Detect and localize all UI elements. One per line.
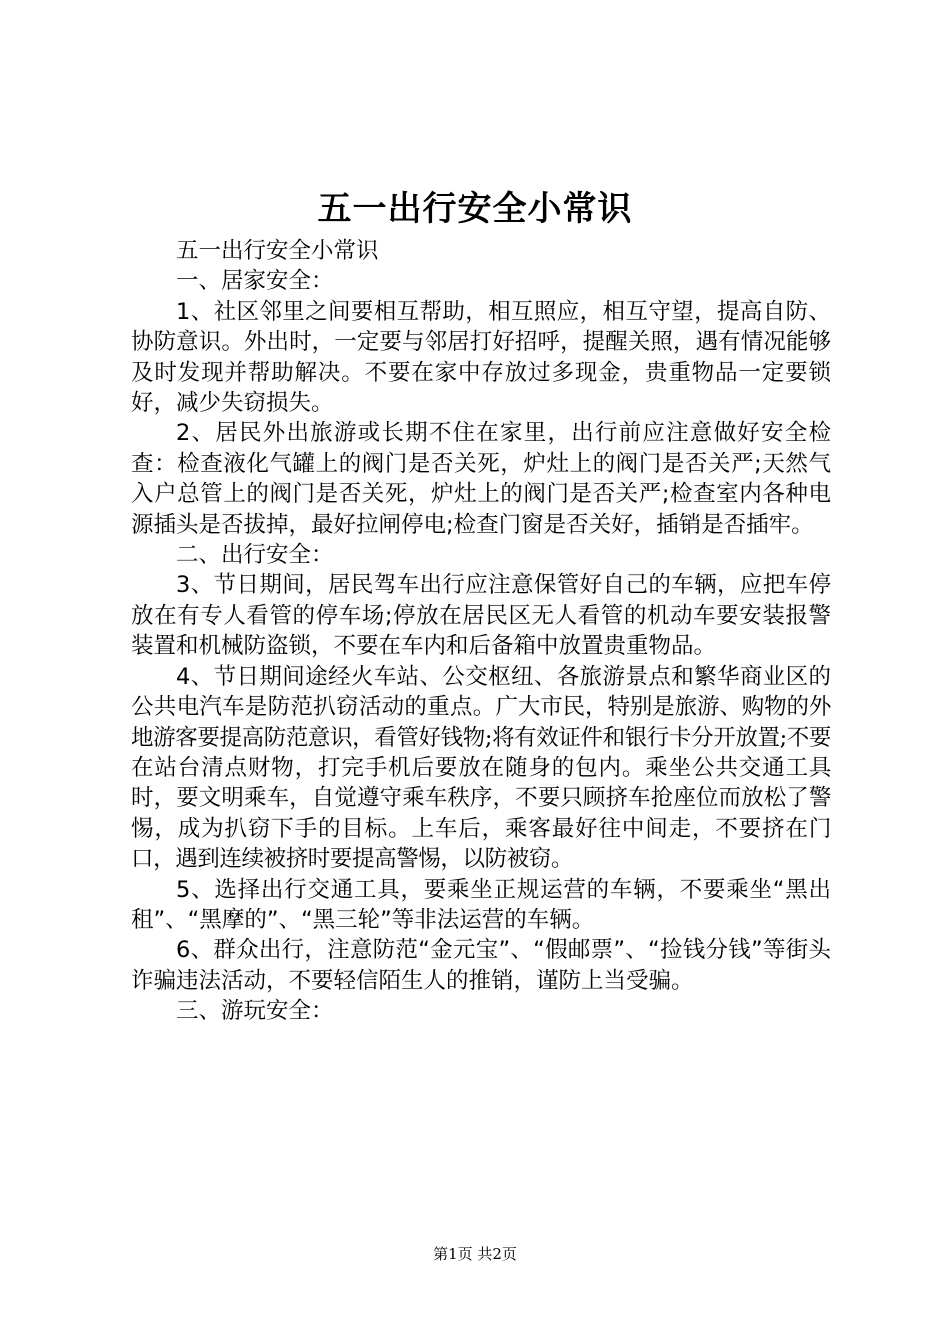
paragraph-text-bold: 1、社区邻里之间要相互帮助，相互照应，相互守望，提高自防、协防意识。 xyxy=(131,298,831,356)
paragraph-text-regular: 外出时，一定要与邻居打好招呼，提醒关照，遇有情况能够及时发现并帮助解决。不要在家中存放过多现金，贵重物品一定要锁好，减少失窃损失。 xyxy=(131,329,831,417)
paragraph-item-6 xyxy=(131,935,831,996)
section-heading-text: 一、居家安全： xyxy=(176,268,334,295)
page-footer xyxy=(0,1244,950,1264)
paragraph-text-bold: 2、居民外出旅游或长期不住在家里，出行前应注意做好安全检查：检查液化气罐上的阀门是否关死，炉灶上的阀门是否关严;天然气入户总管上的阀门是否关死，炉灶上的阀门是否关严;检查室内各种电源插头是否拔掉，最好拉闸停电;检查门窗是否关好，插销是否插牢。 xyxy=(131,420,831,538)
paragraph-text-regular: 广大市民，特别是旅游、购物的外地游客要提高防范意识，看管好钱物;将有效证件和银行卡分开放置;不要在站台清点财物，打完手机后要放在随身的包内。乘坐公共交通工具时，要文明乘车，自觉遵守乘车秩序，不要只顾挤车抢座位而放松了警惕，成为扒窃下手的目标。上车后，乘客最好往中间走，不要挤在门口，遇到连续被挤时要提高警惕，以防被窃。 xyxy=(131,694,831,873)
paragraph-item-4 xyxy=(131,662,831,875)
paragraph-item-5 xyxy=(131,875,831,936)
section-heading-text: 二、出行安全： xyxy=(176,542,334,569)
paragraph-item-3 xyxy=(131,570,831,661)
page-indicator: 第1页 共2页 xyxy=(433,1245,517,1263)
subtitle-paragraph xyxy=(131,236,831,266)
paragraph-text-bold: 3、节日期间，居民驾车出行应注意保管好自己的车辆，应把车停放在有专人看管的停车场;停放在居民区无人看管的机动车要安装报警装置和机械防盗锁，不要在车内和后备箱中放置贵重物品。 xyxy=(131,572,831,660)
paragraph-text-bold: 4、节日期间途经火车站、公交枢纽、各旅游景点和繁华商业区的公共电汽车是防范扒窃活动的重点。 xyxy=(131,663,831,721)
paragraph-item-1 xyxy=(131,297,831,419)
section-heading-home-safety xyxy=(131,266,831,296)
section-heading-travel-safety xyxy=(131,540,831,570)
paragraph-text-bold: 6、群众出行，注意防范“金元宝”、“假邮票”、“捡钱分钱”等街头诈骗违法活动，不要轻信陌生人的推销，谨防上当受骗。 xyxy=(131,937,831,994)
section-heading-text: 三、游玩安全： xyxy=(176,998,334,1025)
document-title: 五一出行安全小常识 xyxy=(317,189,633,229)
paragraph-item-2 xyxy=(131,418,831,540)
subtitle-text: 五一出行安全小常识 xyxy=(176,238,379,264)
document-body xyxy=(131,236,831,1027)
paragraph-text-bold: 5、选择出行交通工具，要乘坐正规运营的车辆，不要乘坐“黑出租”、“黑摩的”、“黑三轮”等非法运营的车辆。 xyxy=(131,876,831,933)
section-heading-leisure-safety xyxy=(131,996,831,1026)
